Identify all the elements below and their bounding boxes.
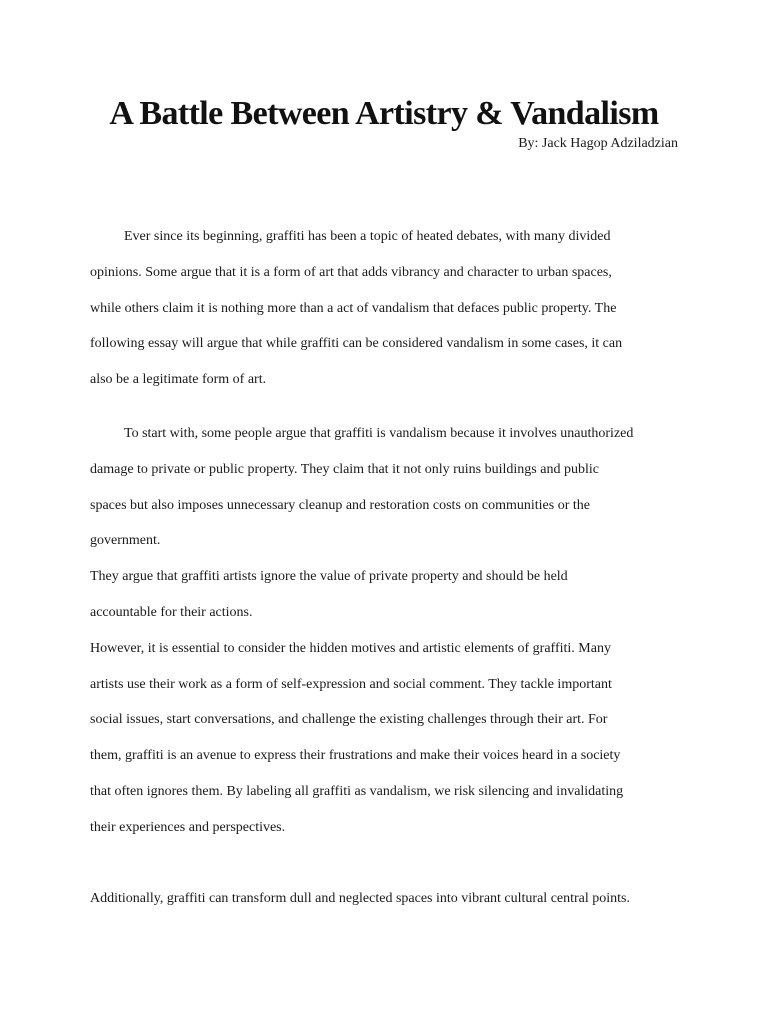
paragraph-line: their experiences and perspectives. [90, 819, 286, 835]
document-title: A Battle Between Artistry & Vandalism [109, 95, 659, 132]
paragraph-line: government. [90, 533, 161, 549]
paragraph-line: Additionally, graffiti can transform dull and neglected spaces into vibrant cultural central points. [90, 890, 631, 906]
paragraph-line: spaces but also imposes unnecessary cleanup and restoration costs on communities or the [90, 497, 590, 513]
paragraph-line: accountable for their actions. [90, 604, 253, 620]
paragraph-spacer [90, 398, 690, 416]
paragraph-line: opinions. Some argue that it is a form of art that adds vibrancy and character to urban spaces, [90, 264, 612, 280]
paragraph-line: They argue that graffiti artists ignore the value of private property and should be held [90, 569, 568, 585]
paragraph-line: Ever since its beginning, graffiti has been a topic of heated debates, with many divided [124, 229, 611, 244]
paragraph-line: also be a legitimate form of art. [90, 372, 267, 388]
paragraph-line: following essay will argue that while graffiti can be considered vandalism in some cases, it can [90, 336, 623, 352]
paragraph-spacer [90, 846, 690, 881]
paragraph-line: However, it is essential to consider the hidden motives and artistic elements of graffiti. Many [90, 640, 611, 656]
paragraph-line: damage to private or public property. They claim that it not only ruins buildings and public [90, 461, 599, 477]
paragraph-line: that often ignores them. By labeling all graffiti as vandalism, we risk silencing and invalidating [90, 783, 624, 799]
paragraph-line: social issues, start conversations, and challenge the existing challenges through their art. For [90, 712, 608, 728]
document-body [90, 219, 690, 916]
paragraph-line: them, graffiti is an avenue to express their frustrations and make their voices heard in a society [90, 748, 621, 764]
author-byline: By: Jack Hagop Adziladzian [518, 136, 678, 151]
paragraph-line: To start with, some people argue that graffiti is vandalism because it involves unauthorized [124, 425, 634, 441]
paragraph-line: while others claim it is nothing more than a act of vandalism that defaces public property. The [90, 300, 617, 316]
paragraph-line: artists use their work as a form of self-expression and social comment. They tackle important [90, 676, 612, 692]
